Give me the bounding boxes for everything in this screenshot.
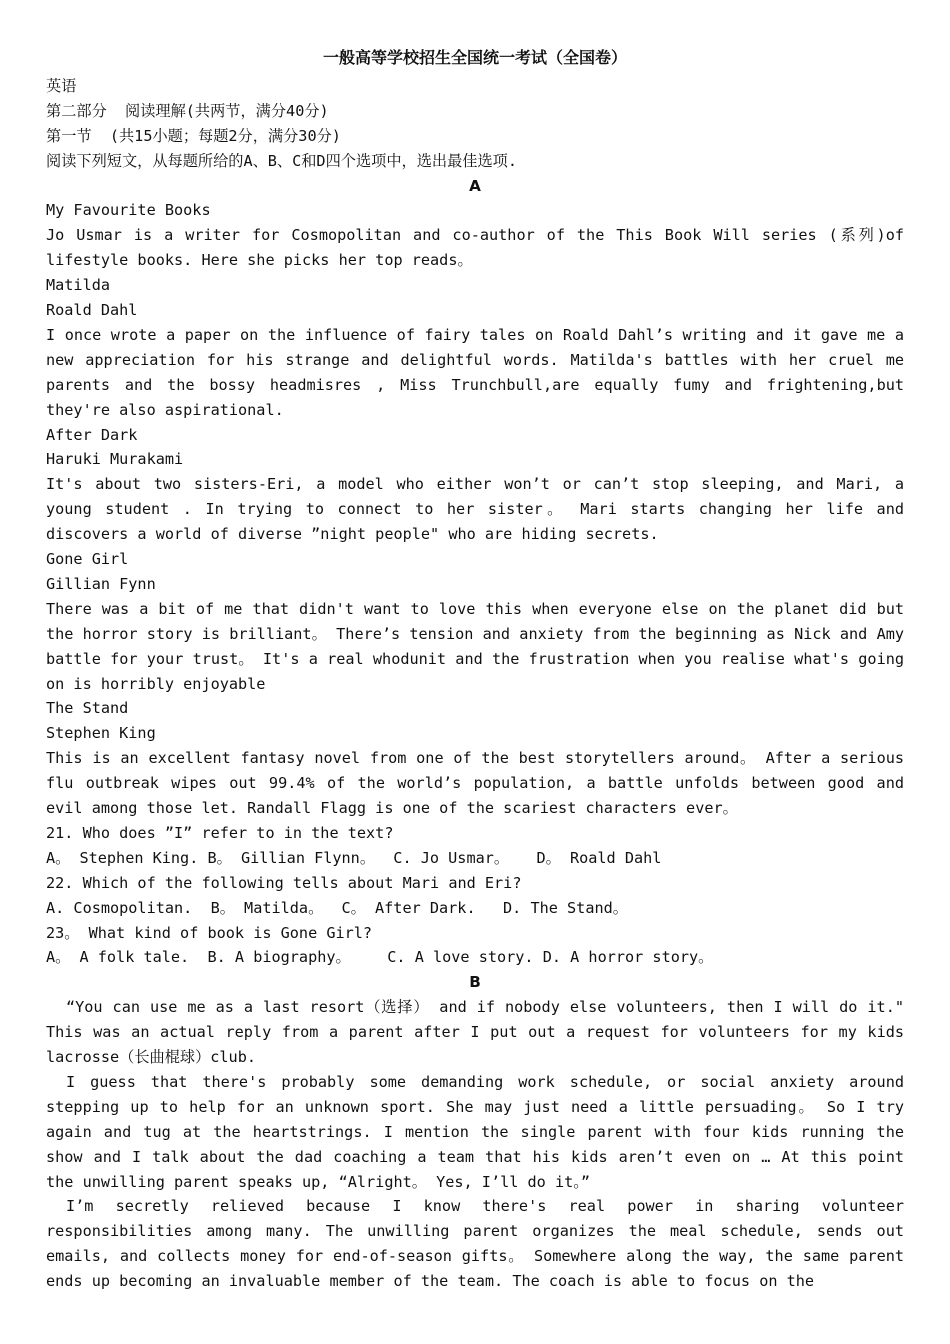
- question-options: A。 Stephen King. B。 Gillian Flynn。 C. Jo Usmar。 D。 Roald Dahl: [46, 848, 662, 867]
- book-entry-the-stand: [46, 696, 904, 821]
- question-23: [46, 921, 904, 971]
- passage-b-label: B: [469, 973, 481, 992]
- book-author: Roald Dahl: [46, 301, 138, 320]
- passage-a-heading: My Favourite Books: [46, 201, 211, 220]
- book-review: It's about two sisters-Eri, a model who either won’t or can’t stop sleeping, and Mari, a young student . In trying to connect to her sister。 Mari starts changing her life and discovers a world of diverse ”night people" who are hiding secrets.: [46, 475, 904, 544]
- question-21: [46, 821, 904, 871]
- section-heading: 第一节 (共15小题；每题2分，满分30分): [46, 126, 341, 145]
- question-stem: 22. Which of the following tells about Mari and Eri?: [46, 873, 522, 892]
- exam-title: 一般高等学校招生全国统一考试（全国卷）: [322, 48, 627, 67]
- passage-a-label: A: [469, 176, 481, 195]
- book-author: Gillian Fynn: [46, 574, 156, 593]
- book-title: Gone Girl: [46, 550, 129, 569]
- question-stem: 21. Who does ”I” refer to in the text?: [46, 823, 394, 842]
- book-review: I once wrote a paper on the influence of fairy tales on Roald Dahl’s writing and it gave me a new appreciation for his strange and delightful words. Matilda's battles with her cruel me parents and the bossy headmisres , Miss Trunchbull,are equally fumy and frightening,but they're also aspirational.: [46, 325, 904, 419]
- passage-b-paragraph-3: I’m secretly relieved because I know there's real power in sharing volunteer responsibilities among many. The unwilling parent organizes the meal schedule, sends out emails, and collects money for end-of-season gifts。 Somewhere along the way, the same parent ends up becoming an invaluable member of the team. The coach is able to focus on the: [46, 1197, 904, 1291]
- passage-b-paragraph-1: “You can use me as a last resort（选择） and if nobody else volunteers, then I will do it." This was an actual reply from a parent after I put out a request for volunteers for my kids lacrosse（长曲棍球）club.: [46, 998, 904, 1067]
- book-author: Stephen King: [46, 724, 156, 743]
- book-title: Matilda: [46, 276, 111, 295]
- passage-b-paragraph-2: I guess that there's probably some demanding work schedule, or social anxiety around stepping up to help for an unknown sport. She may just need a little persuading。 So I try again and tug at the heartstrings. I mention the single parent with four kids running the show and I talk about the dad coaching a team that his kids aren’t even on … At this point the unwilling parent speaks up, “Alright。 Yes, I’ll do it。”: [46, 1072, 904, 1191]
- book-review: This is an excellent fantasy novel from one of the best storytellers around。 After a serious flu outbreak wipes out 99.4% of the world’s population, a battle unfolds between good and evil among those let. Randall Flagg is one of the scariest characters ever。: [46, 749, 904, 818]
- subject-label: 英语: [46, 77, 77, 95]
- instruction-text: 阅读下列短文，从每题所给的A、B、C和D四个选项中，选出最佳选项.: [46, 151, 517, 170]
- book-entry-gone-girl: [46, 547, 904, 696]
- book-title: After Dark: [46, 425, 138, 444]
- question-stem: 23。 What kind of book is Gone Girl?: [46, 923, 373, 942]
- book-review: There was a bit of me that didn't want to love this when everyone else on the planet did but the horror story is brilliant。 There’s tension and anxiety from the beginning as Nick and Amy battle for your trust。 It's a real whodunit and the frustration when you realise what's going on is horribly enjoyable: [46, 599, 904, 693]
- passage-a-intro: Jo Usmar is a writer for Cosmopolitan and co-author of the This Book Will series (系列)of lifestyle books. Here she picks her top reads。: [46, 226, 904, 270]
- question-options: A. Cosmopolitan. B。 Matilda。 C。 After Dark. D. The Stand。: [46, 898, 628, 917]
- book-entry-matilda: [46, 273, 904, 422]
- question-22: [46, 871, 904, 921]
- question-options: A。 A folk tale. B. A biography。 C. A love story. D. A horror story。: [46, 948, 714, 967]
- book-author: Haruki Murakami: [46, 450, 184, 469]
- book-entry-after-dark: [46, 423, 904, 548]
- part-heading: 第二部分 阅读理解(共两节，满分40分): [46, 101, 329, 120]
- book-title: The Stand: [46, 699, 129, 718]
